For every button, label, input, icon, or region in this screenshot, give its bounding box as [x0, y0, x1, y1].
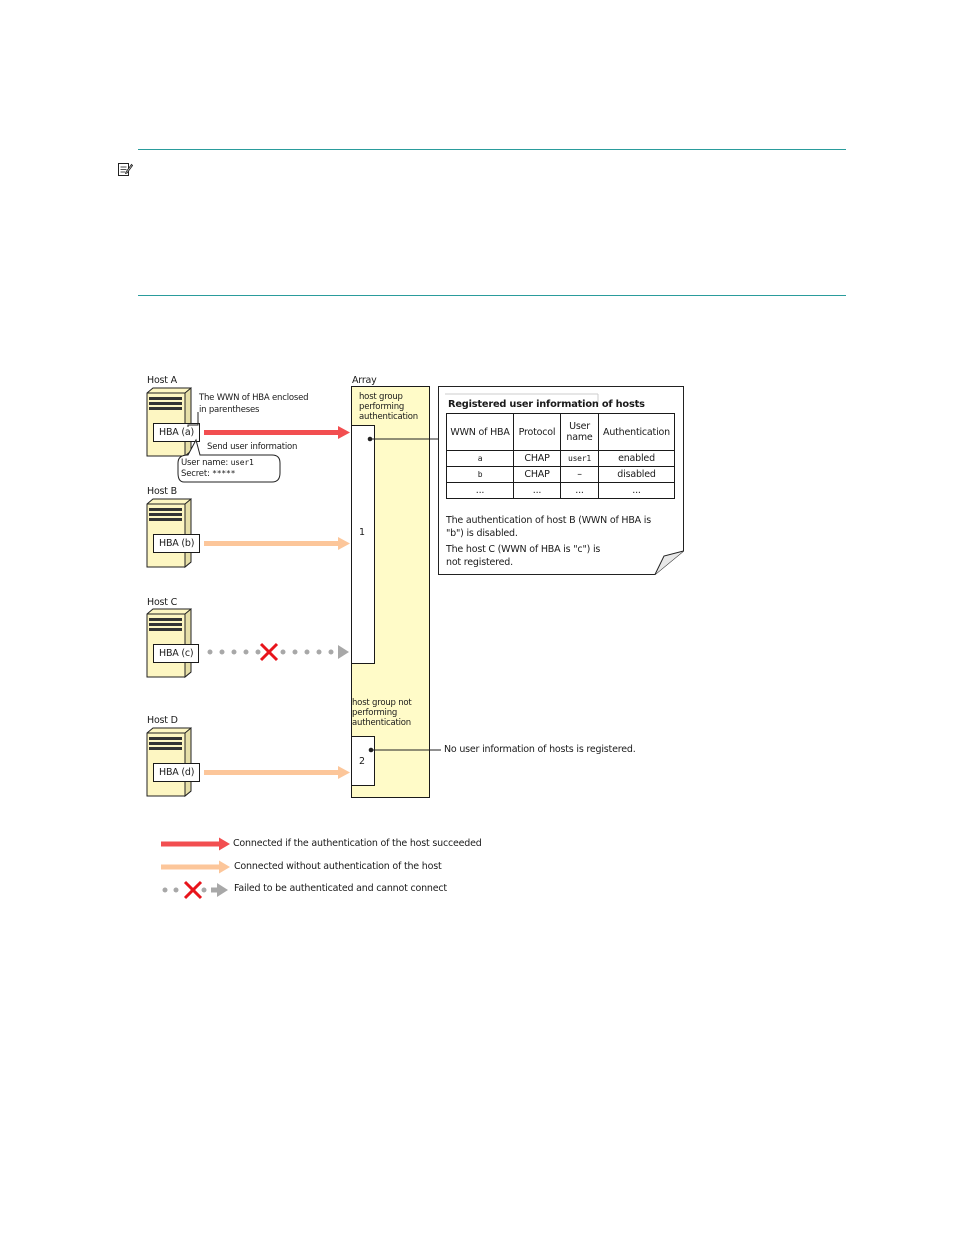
table-row: b CHAP – disabled — [447, 467, 675, 483]
hba-d: HBA (d) — [153, 763, 200, 782]
legend-orange-arrow-icon — [160, 860, 232, 874]
hg2-label-3: authentication — [352, 718, 411, 728]
failed-arrow-host-c — [208, 645, 350, 659]
host-group-1-number: 1 — [359, 527, 365, 538]
callout-username: User name: user1 — [181, 458, 254, 468]
connector-hg2 — [369, 748, 441, 753]
registry-note-1: The authentication of host B (WWN of HBA is "b") is disabled. — [446, 515, 651, 539]
registry-table — [446, 413, 675, 499]
col-user: User name — [561, 414, 599, 451]
table-row: ... ... ... ... — [447, 483, 675, 499]
failed-x-icon — [261, 644, 277, 660]
wwn-note-line1: The WWN of HBA enclosed — [199, 393, 309, 403]
table-row: a CHAP user1 enabled — [447, 451, 675, 467]
auth-arrow-host-a — [204, 426, 350, 439]
col-auth: Authentication — [599, 414, 675, 451]
callout-secret: Secret: ***** — [181, 469, 236, 479]
send-user-info-label: Send user information — [207, 442, 298, 452]
host-d-label: Host D — [147, 715, 178, 726]
hg2-label-1: host group not — [352, 698, 412, 708]
host-c-label: Host C — [147, 597, 178, 608]
hba-a: HBA (a) — [153, 423, 200, 442]
hg1-label-2: performing — [359, 402, 405, 412]
hg1-label-1: host group — [359, 392, 403, 402]
legend-orange-label: Connected without authentication of the host — [234, 861, 442, 872]
array-title: Array — [352, 375, 377, 386]
noauth-arrow-host-d — [204, 766, 350, 779]
host-b-label: Host B — [147, 486, 177, 497]
col-protocol: Protocol — [514, 414, 561, 451]
hba-b: HBA (b) — [153, 534, 200, 553]
wwn-note-line2: in parentheses — [199, 405, 260, 415]
hg2-label-2: performing — [352, 708, 398, 718]
registry-header-row — [447, 414, 675, 451]
legend-red-arrow-icon — [160, 837, 232, 851]
hba-c: HBA (c) — [153, 644, 199, 663]
host-group-2-number: 2 — [359, 756, 365, 767]
hg1-label-3: authentication — [359, 412, 418, 422]
col-wwn: WWN of HBA — [447, 414, 514, 451]
noauth-arrow-host-b — [204, 537, 350, 550]
no-user-info-note: No user information of hosts is registered. — [444, 744, 636, 755]
registry-title: Registered user information of hosts — [448, 399, 645, 410]
host-a-label: Host A — [147, 375, 177, 386]
registry-note-2: The host C (WWN of HBA is "c") is not registered. — [446, 544, 601, 568]
legend-failed-icon — [160, 880, 232, 900]
legend-red-label: Connected if the authentication of the host succeeded — [233, 838, 482, 849]
connector-hg1 — [368, 437, 440, 442]
legend-failed-label: Failed to be authenticated and cannot connect — [234, 883, 447, 894]
